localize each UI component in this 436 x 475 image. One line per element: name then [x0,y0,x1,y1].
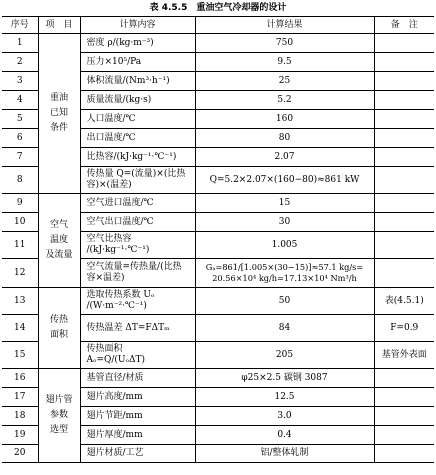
calc-content: 空气比热容 /(kJ·kg⁻¹·℃⁻¹) [80,232,195,259]
calc-result: 0.4 [195,426,374,445]
row-number: 16 [2,369,38,388]
remark [374,426,434,445]
group-label: 翅片管 参数 选型 [38,369,80,463]
row-number: 20 [2,445,38,463]
row-number: 9 [2,194,38,213]
row-number: 12 [2,259,38,288]
calc-result: 铝/整体轧制 [195,445,374,463]
calc-content: 基管直径/材质 [80,369,195,388]
remark [374,194,434,213]
calc-content: 空气出口温度/℃ [80,213,195,232]
table-row [2,34,434,53]
calc-content: 传热面积 Aₒ=Q/(UₒΔT) [80,342,195,369]
calc-content: 空气进口温度/℃ [80,194,195,213]
calc-result: 5.2 [195,91,374,110]
calc-content: 质量流量/(kg·s) [80,91,195,110]
table-caption: 表 4.5.5 重油空气冷却器的设计 [149,3,287,13]
row-number: 10 [2,213,38,232]
remark [374,34,434,53]
calc-content: 翅片厚度/mm [80,426,195,445]
remark [374,148,434,167]
table-row [2,194,434,213]
calc-content: 选取传热系数 Uₒ /(W·m⁻²·℃⁻¹) [80,288,195,315]
group-label: 重油 已知 条件 [38,34,80,194]
header-note: 备 注 [374,17,434,34]
calc-result: 160 [195,110,374,129]
calc-content: 出口温度/℃ [80,129,195,148]
remark [374,407,434,426]
calc-result: 2.07 [195,148,374,167]
row-number: 19 [2,426,38,445]
remark [374,259,434,288]
header-content: 计算内容 [80,17,195,34]
remark [374,388,434,407]
calc-content: 体积流量/(Nm³·h⁻¹) [80,72,195,91]
calc-result: 30 [195,213,374,232]
row-number: 17 [2,388,38,407]
calc-content: 密度 ρ/(kg·m⁻³) [80,34,195,53]
calc-result: 84 [195,315,374,342]
calc-content: 空气流量=传热量/(比热 容×温差) [80,259,195,288]
header-result: 计算结果 [195,17,374,34]
calc-result: 25 [195,72,374,91]
group-label: 传热 面积 [38,288,80,369]
row-number: 6 [2,129,38,148]
calc-result: 12.5 [195,388,374,407]
calc-content: 压力×10⁵/Pa [80,53,195,72]
remark [374,232,434,259]
row-number: 14 [2,315,38,342]
table-row [2,369,434,388]
calc-result: 3.0 [195,407,374,426]
remark [374,167,434,194]
row-number: 5 [2,110,38,129]
header-item: 项 目 [38,17,80,34]
row-number: 8 [2,167,38,194]
calc-result: φ25×2.5 碳钢 3087 [195,369,374,388]
calc-result: 9.5 [195,53,374,72]
calc-content: 翅片节距/mm [80,407,195,426]
calc-result: Q=5.2×2.07×(160−80)≈861 kW [195,167,374,194]
calc-result: 15 [195,194,374,213]
row-number: 7 [2,148,38,167]
group-label: 空气 温度 及流量 [38,194,80,288]
remark [374,369,434,388]
remark [374,110,434,129]
row-number: 1 [2,34,38,53]
design-table [2,16,434,463]
remark [374,72,434,91]
row-number: 13 [2,288,38,315]
row-number: 2 [2,53,38,72]
calc-content: 翅片高度/mm [80,388,195,407]
calc-content: 传热量 Q=(流量)×(比热 容)×(温差) [80,167,195,194]
calc-content: 传热温差 ΔT=FΔTₘ [80,315,195,342]
row-number: 11 [2,232,38,259]
calc-content: 人口温度/℃ [80,110,195,129]
table-row [2,288,434,315]
remark [374,129,434,148]
remark [374,445,434,463]
remark: F=0.9 [374,315,434,342]
row-number: 3 [2,72,38,91]
remark: 基管外表面 [374,342,434,369]
header-num: 序号 [2,17,38,34]
calc-result: 1.005 [195,232,374,259]
row-number: 18 [2,407,38,426]
remark: 表(4.5.1) [374,288,434,315]
remark [374,213,434,232]
calc-content: 比热容/(kJ·kg⁻¹·℃⁻¹) [80,148,195,167]
remark [374,53,434,72]
row-number: 15 [2,342,38,369]
calc-result: Gₐ=861/[1.005×(30−15)]≈57.1 kg/s= 20.56×10⁴ kg/h=17.13×10⁴ Nm³/h [195,259,374,288]
remark [374,91,434,110]
calc-result: 750 [195,34,374,53]
calc-result: 80 [195,129,374,148]
calc-content: 翅片材质/工艺 [80,445,195,463]
row-number: 4 [2,91,38,110]
calc-result: 205 [195,342,374,369]
calc-result: 50 [195,288,374,315]
